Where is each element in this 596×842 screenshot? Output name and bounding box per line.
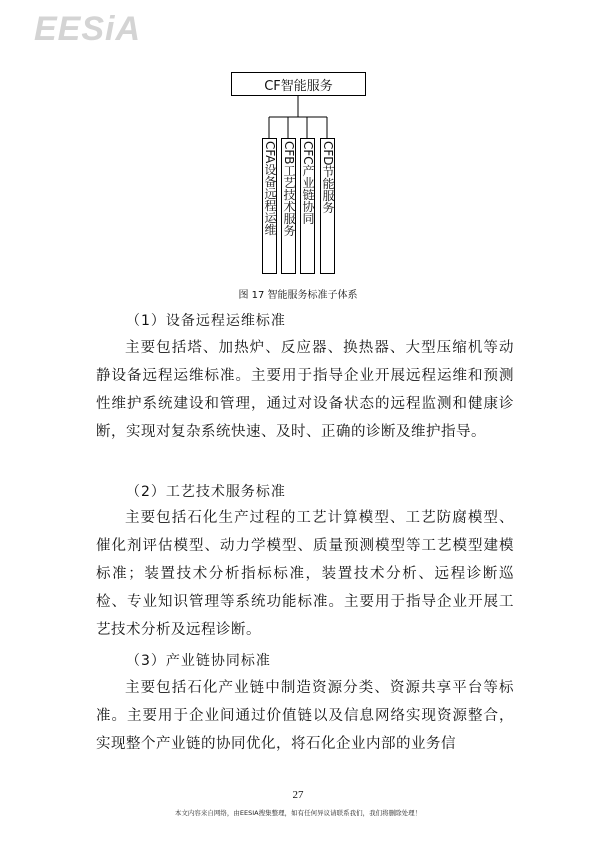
diagram-node-label: CFB工艺技术服务: [282, 141, 296, 237]
diagram-node-energy-saving: [320, 138, 335, 274]
section-paragraph: 主要包括石化产业链中制造资源分类、资源共享平台等标准。主要用于企业间通过价值链以及信息网络实现资源整合，实现整个产业链的协同优化，将石化企业内部的业务信: [96, 680, 514, 752]
footer-disclaimer: 本文内容来自网络，由EESIA搜集整理，如有任何异议请联系我们，我们将删除处理！: [174, 809, 422, 817]
diagram-root-node: [231, 72, 366, 96]
figure-caption: 图 17 智能服务标准子体系: [238, 290, 358, 301]
section-heading: （3）产业链协同标准: [126, 653, 271, 669]
diagram-node-industry-chain: [300, 138, 315, 274]
section-paragraph: 主要包括石化生产过程的工艺计算模型、工艺防腐模型、催化剂评估模型、动力学模型、质量预测模型等工艺模型建模标准；装置技术分析指标标准，装置技术分析、远程诊断巡检、专业知识管理等系统功能标准。主要用于指导企业开展工艺技术分析及远程诊断。: [96, 510, 514, 638]
page-number: 27: [292, 789, 304, 801]
diagram-connectors: [0, 0, 596, 300]
diagram-node-label: CFC产业链协同: [301, 141, 315, 225]
diagram-root-label: CF智能服务: [264, 78, 333, 94]
eesia-logo: EESiA: [34, 10, 142, 48]
diagram-node-equipment-remote-ops: [262, 138, 277, 274]
section-heading: （2）工艺技术服务标准: [126, 484, 286, 500]
section-paragraph: 主要包括塔、加热炉、反应器、换热器、大型压缩机等动静设备远程运维标准。主要用于指导企业开展远程运维和预测性维护系统建设和管理，通过对设备状态的远程监测和健康诊断，实现对复杂系统快速、及时、正确的诊断及维护指导。: [96, 340, 514, 440]
diagram-node-process-tech-service: [281, 138, 296, 274]
diagram-node-label: CFD节能服务: [321, 141, 335, 214]
section-heading: （1）设备远程运维标准: [126, 313, 286, 329]
diagram-node-label: CFA设备远程运维: [263, 141, 277, 236]
